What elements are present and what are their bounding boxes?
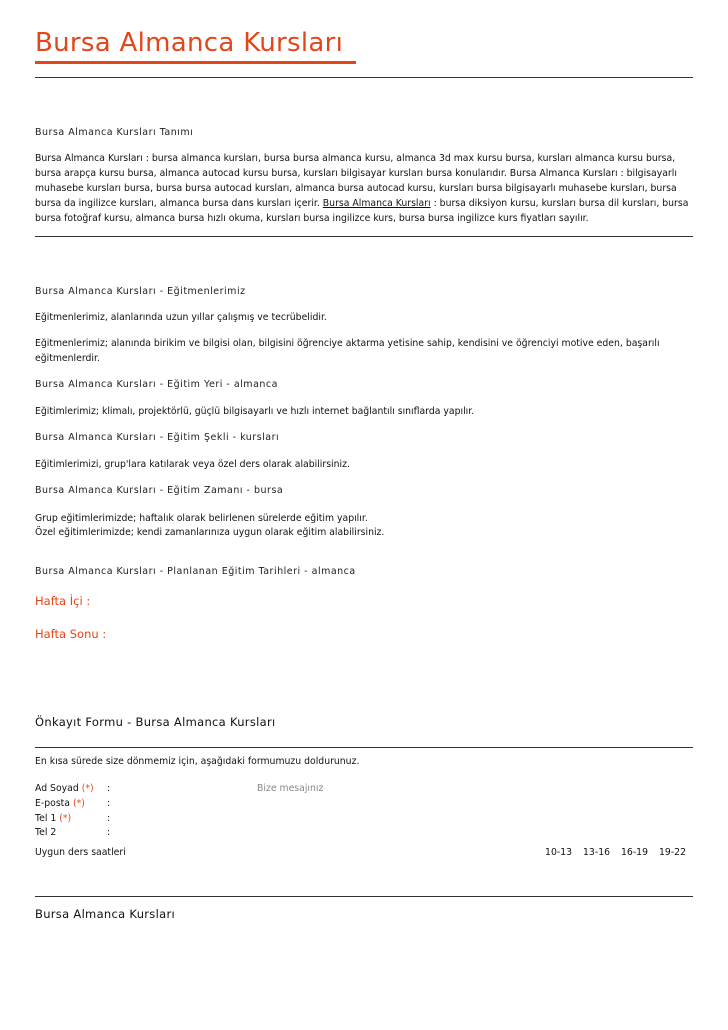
egitim-zamani-line-1: Grup eğitimlerimizde; haftalık olarak belirlenen sürelerde eğitim yapılır.	[35, 513, 368, 524]
divider	[35, 896, 693, 897]
egitim-zamani-line-2: Özel eğitimlerimizde; kendi zamanlarınıza uygun olarak eğitim alabilirsiniz.	[35, 527, 385, 538]
email-input[interactable]	[118, 798, 238, 811]
name-label: Ad Soyad (*)	[35, 783, 94, 794]
divider	[35, 236, 693, 237]
tel2-input[interactable]	[118, 827, 238, 840]
title-underline	[35, 61, 356, 64]
bursa-almanca-link[interactable]: Bursa Almanca Kursları	[322, 198, 431, 209]
section-heading-planlanan: Bursa Almanca Kursları - Planlanan Eğitim Tarihleri - almanca	[35, 566, 356, 577]
page-title: Bursa Almanca Kursları	[35, 28, 344, 58]
time-option[interactable]: 13-16	[583, 847, 611, 858]
tel2-label: Tel 2	[35, 827, 57, 838]
egitim-sekli-paragraph: Eğitimlerimizi, grup'lara katılarak veya özel ders olarak alabilirsiniz.	[35, 459, 350, 470]
section-heading-egitmenler: Bursa Almanca Kursları - Eğitmenlerimiz	[35, 286, 246, 297]
time-options	[537, 847, 686, 858]
weekday-heading: Hafta İçi :	[35, 594, 91, 608]
time-option[interactable]: 19-22	[658, 847, 686, 858]
form-title: Önkayıt Formu - Bursa Almanca Kursları	[35, 715, 276, 729]
tel2-colon: :	[107, 827, 111, 838]
times-label: Uygun ders saatleri	[35, 847, 126, 858]
required-mark: (*)	[72, 798, 85, 809]
form-intro: En kısa sürede size dönmemiz için, aşağıdaki formumuzu doldurunuz.	[35, 756, 360, 767]
section-heading-egitim-zamani: Bursa Almanca Kursları - Eğitim Zamanı - bursa	[35, 485, 284, 496]
egitim-yeri-paragraph: Eğitimlerimiz; klimalı, projektörlü, güçlü bilgisayarlı ve hızlı internet bağlantılı sınıflarda yapılır.	[35, 406, 475, 417]
section-heading-egitim-sekli: Bursa Almanca Kursları - Eğitim Şekli - kursları	[35, 432, 280, 443]
name-input[interactable]	[118, 783, 238, 796]
message-textarea[interactable]	[257, 783, 517, 833]
email-label: E-posta (*)	[35, 798, 85, 809]
egitmenler-paragraph-2: Eğitmenlerimiz; alanında birikim ve bilgisi olan, bilgisini öğrenciye aktarma yetisine sahip, kendisini ve öğrenciyi motive eden, başarılı eğitmenlerdir.	[35, 338, 660, 364]
time-option[interactable]: 16-19	[621, 847, 649, 858]
tel1-input[interactable]	[118, 813, 238, 826]
required-mark: (*)	[59, 813, 72, 824]
divider	[35, 747, 693, 748]
weekend-heading: Hafta Sonu :	[35, 627, 107, 641]
tel1-label: Tel 1 (*)	[35, 813, 72, 824]
footer-title: Bursa Almanca Kursları	[35, 907, 175, 921]
time-option[interactable]: 10-13	[545, 847, 573, 858]
section-heading-tanim: Bursa Almanca Kursları Tanımı	[35, 127, 194, 138]
tel1-colon: :	[107, 813, 111, 824]
name-colon: :	[107, 783, 111, 794]
egitmenler-paragraph-1: Eğitmenlerimiz, alanlarında uzun yıllar çalışmış ve tecrübelidir.	[35, 312, 327, 323]
section-heading-egitim-yeri: Bursa Almanca Kursları - Eğitim Yeri - almanca	[35, 379, 278, 390]
required-mark: (*)	[81, 783, 94, 794]
tanim-paragraph: Bursa Almanca Kursları : bursa almanca kursları, bursa bursa almanca kursu, almanca 3d max kursu bursa, kursları almanca kursu bursa, bursa arapça kursu bursa, almanca autocad kursu bursa, kursları bilgisayar kursları bursa konularıdır. Bursa Almanca Kursları : bilgisayarlı muhasebe kursları bursa, bursa bursa autocad kursları, almanca bursa autocad kursu, kursları bursa bilgisayarlı muhasebe kursları, bursa bursa da ingilizce kursları, almanca bursa dans kursları içerir. Bursa Almanca Kursları : bursa diksiyon kursu, kursları bursa dil kursları, bursa bursa fotoğraf kursu, almanca bursa hızlı okuma, kursları bursa ingilizce kurs, bursa bursa ingilizce kurs fiyatları sayılır.	[35, 153, 689, 224]
divider	[35, 77, 693, 78]
email-colon: :	[107, 798, 111, 809]
